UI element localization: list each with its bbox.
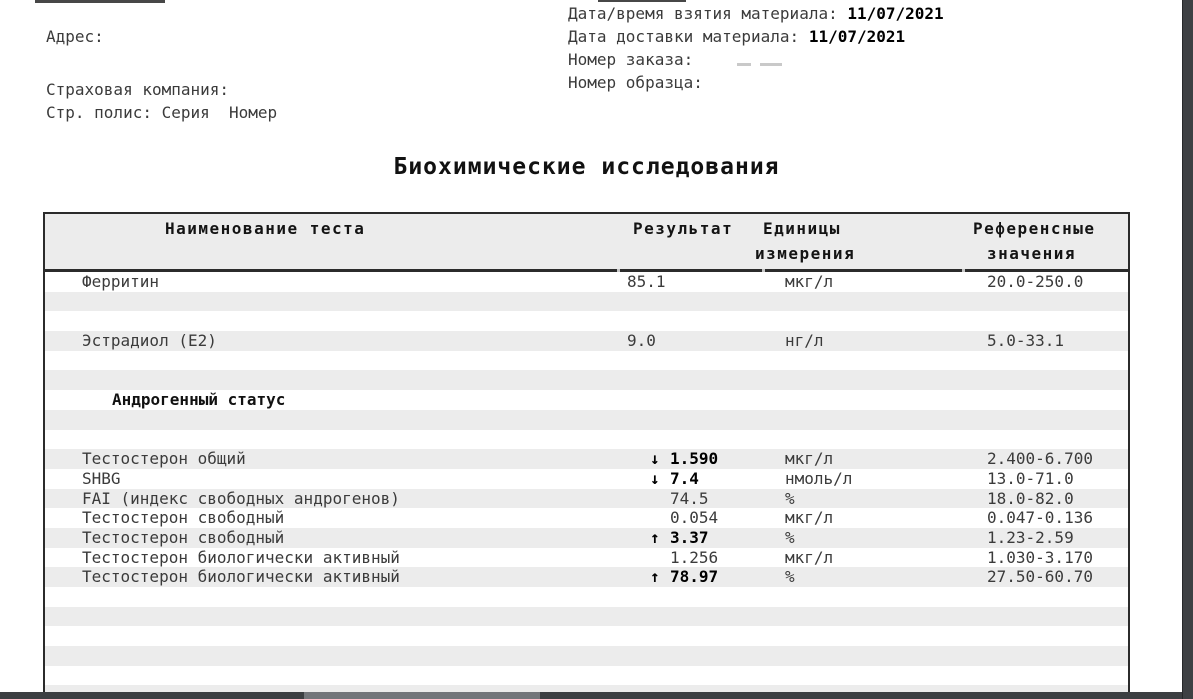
result-value: 85.1 [627,272,666,291]
column-header-units-line2: измерения [755,244,856,263]
horizontal-scrollbar-track[interactable] [0,692,1193,699]
empty-row [45,292,1128,312]
reference-range: 5.0-33.1 [987,331,1065,351]
table-header [45,214,1128,272]
test-name: Тестостерон свободный [82,508,285,528]
insurance-company-label: Страховая компания: [46,80,230,99]
unit-value: мкг/л [785,449,834,469]
horizontal-scrollbar-thumb[interactable] [304,692,540,699]
result-value: 1.256 [670,547,719,567]
material-delivered-label: Дата доставки материала: [568,27,809,46]
unit-value: % [785,567,795,587]
column-header-result: Результат [633,219,734,238]
empty-row [45,587,1128,607]
material-taken-line [568,4,944,24]
result-row [45,508,1128,528]
clipped-text-fragment [35,0,165,3]
result-value: 7.4 [670,468,699,488]
result-row [45,548,1128,568]
column-header-units-line1: Единицы [763,219,841,238]
window-right-edge-bar [1182,0,1193,699]
table-body [45,272,1128,692]
unit-value: % [785,527,795,547]
reference-range: 0.047-0.136 [987,508,1093,528]
result-row [45,469,1128,489]
result-value: 3.37 [670,527,709,547]
reference-range: 27.50-60.70 [987,567,1093,587]
section-row [45,390,1128,410]
empty-row [45,666,1128,686]
result-row [45,331,1128,351]
result-row [45,489,1128,509]
up-arrow-icon: ↑ [650,567,660,587]
section-title: Биохимические исследования [393,154,780,180]
reference-range: 2.400-6.700 [987,449,1093,469]
result-value: 74.5 [670,488,709,508]
insurance-policy-label: Стр. полис: Серия Номер [46,103,278,122]
reference-range: 1.030-3.170 [987,547,1093,567]
test-name: Тестостерон общий [82,449,246,469]
order-number-label: Номер заказа: [568,50,703,69]
column-header-reference-line2: значения [987,244,1077,263]
material-delivered-date: 11/07/2021 [808,27,906,46]
test-name: Тестостерон свободный [82,527,285,547]
unit-value: мкг/л [785,272,834,291]
order-number-line [568,50,703,70]
result-value: 9.0 [627,331,656,351]
redacted-order-number [760,63,782,66]
test-name: SHBG [82,468,121,488]
empty-row [45,646,1128,666]
unit-value: мкг/л [785,547,834,567]
material-taken-label: Дата/время взятия материала: [568,4,848,23]
clipped-text-fragment [598,0,686,2]
reference-range: 13.0-71.0 [987,468,1074,488]
test-name: Ферритин [82,272,160,291]
empty-row [45,626,1128,646]
up-arrow-icon: ↑ [650,527,660,547]
down-arrow-icon: ↓ [650,449,660,469]
result-value: 78.97 [670,567,719,587]
reference-range: 1.23-2.59 [987,527,1074,547]
sample-number-label: Номер образца: [568,73,713,92]
address-label: Адрес: [46,27,104,46]
result-value: 0.054 [670,508,719,528]
column-header-test-name: Наименование теста [165,219,366,238]
reference-range: 20.0-250.0 [987,272,1084,291]
result-row [45,449,1128,469]
test-name: FAI (индекс свободных андрогенов) [82,488,400,508]
unit-value: нмоль/л [785,468,853,488]
empty-row [45,430,1128,450]
empty-row [45,311,1128,331]
test-name: Тестостерон биологически активный [82,567,400,587]
unit-value: мкг/л [785,508,834,528]
material-taken-date: 11/07/2021 [847,4,944,23]
column-header-reference-line1: Референсные [973,219,1096,238]
test-name: Тестостерон биологически активный [82,547,400,567]
empty-row [45,351,1128,371]
sample-number-line [568,73,713,93]
empty-row [45,410,1128,430]
result-row [45,567,1128,587]
empty-row [45,370,1128,390]
result-row [45,272,1128,292]
down-arrow-icon: ↓ [650,468,660,488]
redacted-order-number [737,63,751,66]
material-delivered-line [568,27,905,47]
unit-value: нг/л [785,331,824,351]
unit-value: % [785,488,795,508]
result-row [45,528,1128,548]
result-value: 1.590 [670,449,719,469]
reference-range: 18.0-82.0 [987,488,1074,508]
section-name: Андрогенный статус [112,390,286,410]
empty-row [45,607,1128,627]
results-table [43,212,1130,692]
test-name: Эстрадиол (Е2) [82,331,217,351]
